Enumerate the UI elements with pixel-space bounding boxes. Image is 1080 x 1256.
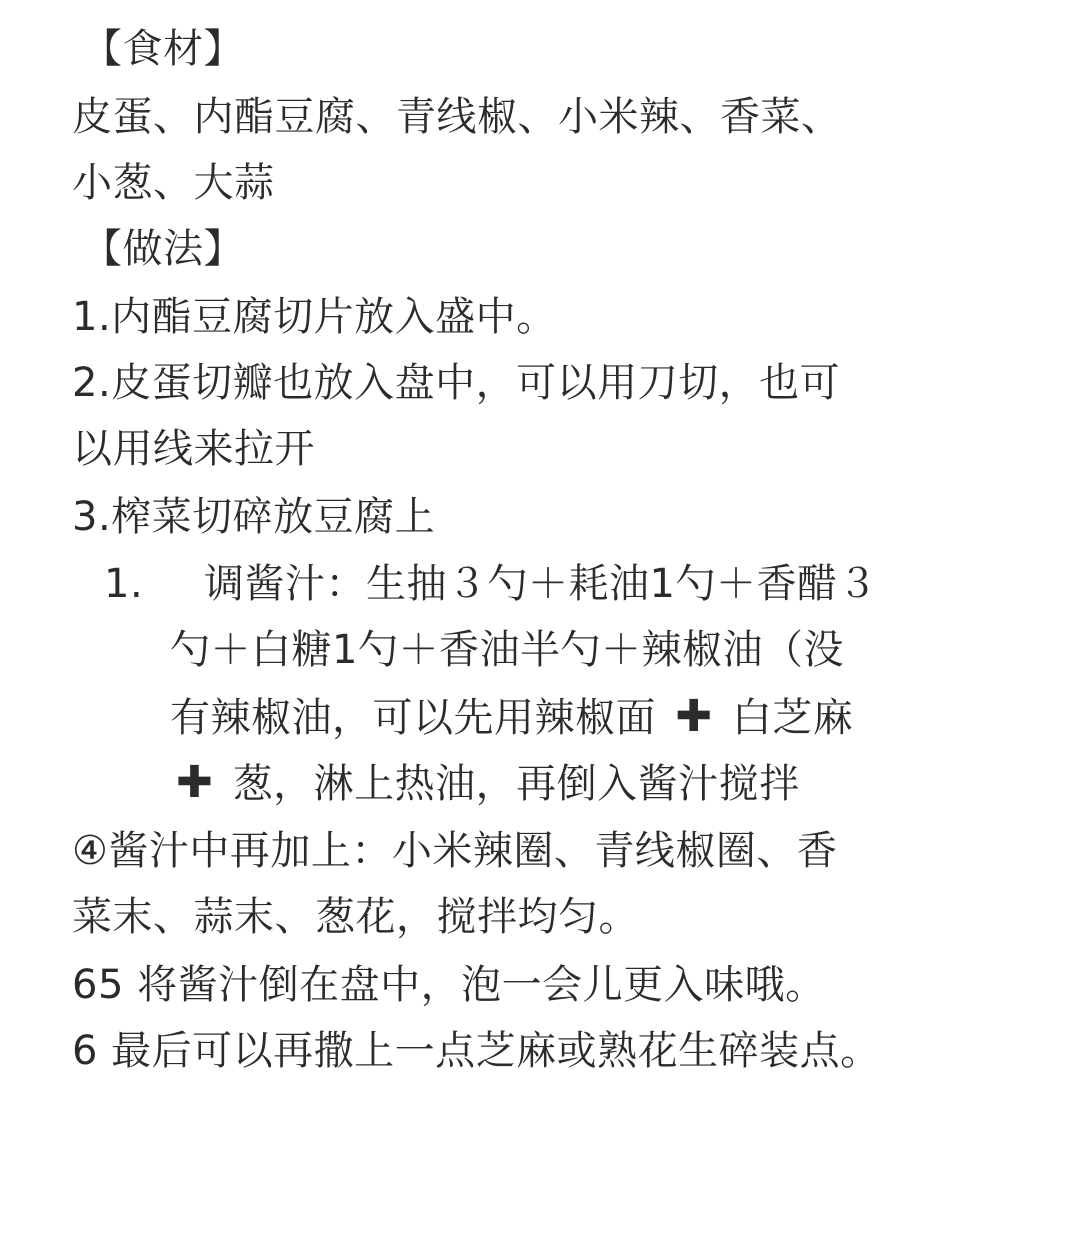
step-3: 3.榨菜切碎放豆腐上 bbox=[72, 494, 436, 540]
method-heading: 【做法】 bbox=[82, 226, 244, 272]
step-5-line-1: ④酱汁中再加上：小米辣圈、青线椒圈、香 bbox=[72, 828, 838, 874]
ingredients-line-2: 小葱、大蒜 bbox=[72, 160, 275, 206]
plus-icon: ✚ bbox=[176, 757, 214, 808]
ingredients-line-1: 皮蛋、内酯豆腐、青线椒、小米辣、香菜、 bbox=[72, 94, 842, 140]
step-4-number: 1. bbox=[104, 561, 144, 607]
step-4-line-3-text-b: 白芝麻 bbox=[731, 695, 854, 741]
step-2-line-1: 2.皮蛋切瓣也放入盘中，可以用刀切，也可 bbox=[72, 360, 841, 406]
step-1 bbox=[72, 284, 557, 350]
step-4-line-4 bbox=[176, 750, 800, 817]
step-1-text: 1.内酯豆腐切片放入盛中。 bbox=[72, 294, 557, 340]
step-4-line-2: 勺＋白糖1勺＋香油半勺＋辣椒油（没 bbox=[170, 627, 844, 673]
ingredients-heading: 【食材】 bbox=[82, 26, 244, 72]
step-5-line-2: 菜末、蒜末、葱花，搅拌均匀。 bbox=[72, 894, 639, 940]
step-4-line-4-text: 葱，淋上热油，再倒入酱汁搅拌 bbox=[232, 761, 800, 807]
step-6: 65 将酱汁倒在盘中，泡一会儿更入味哦。 bbox=[72, 962, 826, 1008]
step-2-line-2: 以用线来拉开 bbox=[72, 426, 315, 472]
step-4-line-1: 调酱汁：生抽３勺＋耗油1勺＋香醋３ bbox=[204, 561, 878, 607]
step-7: 6 最后可以再撒上一点芝麻或熟花生碎装点。 bbox=[72, 1028, 881, 1074]
plus-icon: ✚ bbox=[675, 691, 713, 742]
step-4-line-3-text: 有辣椒油，可以先用辣椒面 bbox=[170, 695, 656, 741]
step-4-line-3 bbox=[170, 684, 853, 751]
